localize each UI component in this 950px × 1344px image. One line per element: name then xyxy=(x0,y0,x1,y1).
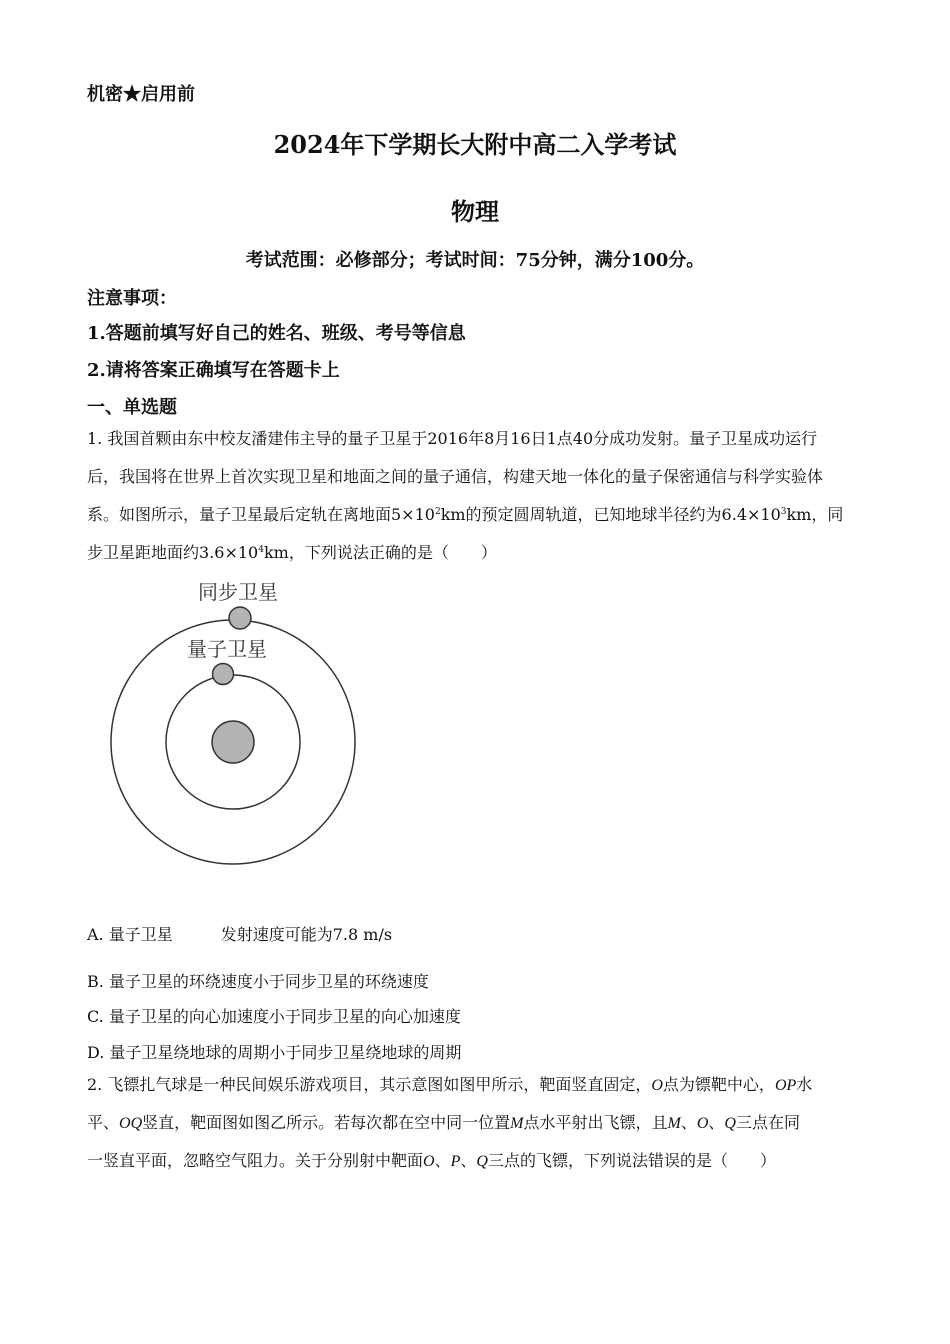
q2-line: 2. 飞镖扎气球是一种民间娱乐游戏项目，其示意图如图甲所示，靶面竖直固定，O点为镖靶中心，OP水 xyxy=(87,1075,813,1094)
quantum-satellite xyxy=(213,664,234,685)
geo-satellite xyxy=(229,607,251,629)
note-item-2: 2.请将答案正确填写在答题卡上 xyxy=(87,360,340,381)
question-1-stem xyxy=(87,420,867,572)
q1-option-d: D. 量子卫星绕地球的周期小于同步卫星绕地球的周期 xyxy=(87,1043,462,1062)
orbit-diagram xyxy=(100,570,370,880)
quantum-satellite-label: 量子卫星 xyxy=(187,637,267,661)
q1-line: 后，我国将在世界上首次实现卫星和地面之间的量子通信，构建天地一体化的量子保密通信与科学实验体 xyxy=(87,467,824,486)
question-2-stem xyxy=(87,1066,867,1180)
q1-option-c: C. 量子卫星的向心加速度小于同步卫星的向心加速度 xyxy=(87,1007,461,1026)
exam-scope: 考试范围：必修部分；考试时间：75分钟，满分100分。 xyxy=(245,250,705,271)
q1-option-b: B. 量子卫星的环绕速度小于同步卫星的环绕速度 xyxy=(87,972,429,991)
note-item-1: 1.答题前填写好自己的姓名、班级、考号等信息 xyxy=(87,323,466,344)
confidential-mark: 机密★启用前 xyxy=(87,84,195,105)
exam-title: 2024年下学期长大附中高二入学考试 xyxy=(273,130,677,159)
earth xyxy=(212,721,254,763)
notes-heading: 注意事项： xyxy=(87,288,177,309)
section-title: 一、单选题 xyxy=(87,397,177,418)
q2-line: 一竖直平面，忽略空气阻力。关于分别射中靶面O、P、Q三点的飞镖，下列说法错误的是（ ） xyxy=(87,1151,776,1170)
q1-line: 步卫星距地面约$3.6\times 10^4km$，下列说法正确的是（ ） xyxy=(87,543,497,562)
q1-line: 1. 我国首颗由东中校友潘建伟主导的量子卫星于2016年8月16日1点40分成功发射。量子卫星成功运行 xyxy=(87,429,818,448)
q2-line: 平、OQ竖直，靶面图如图乙所示。若每次都在空中同一位置M点水平射出飞镖，且M、O、Q三点在同 xyxy=(87,1113,800,1132)
q1-option-a: A. 量子卫星 发射速度可能为7.8 m/s xyxy=(87,925,393,944)
geo-satellite-label: 同步卫星 xyxy=(198,580,278,604)
q1-line: 系。如图所示，量子卫星最后定轨在离地面$5\times 10^2km$的预定圆周轨道，已知地球半径约为$6.4\times 10^3km$，同 xyxy=(87,505,844,524)
subject-title: 物理 xyxy=(451,197,499,226)
